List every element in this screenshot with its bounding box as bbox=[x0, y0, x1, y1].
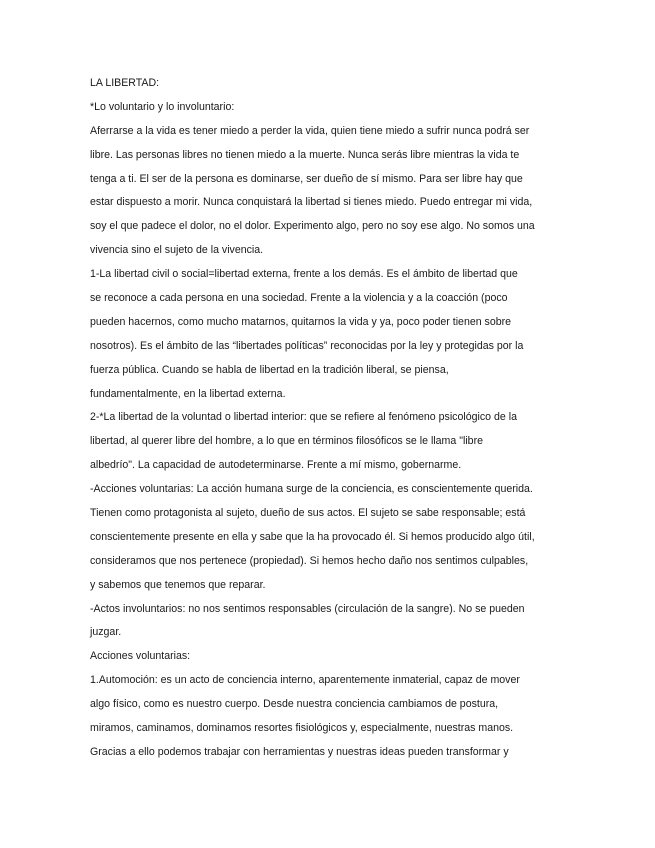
text-line: Tienen como protagonista al sujeto, dueño de sus actos. El sujeto se sabe responsable; está bbox=[90, 507, 526, 520]
text-line: pueden hacernos, como mucho matarnos, quitarnos la vida y ya, poco poder tienen sobre bbox=[90, 315, 512, 328]
text-line: tenga a ti. El ser de la persona es dominarse, ser dueño de sí mismo. Para ser libre hay que bbox=[90, 172, 523, 185]
text-line: albedrío". La capacidad de autodeterminarse. Frente a mí mismo, gobernarme. bbox=[90, 459, 462, 472]
text-line: 1-La libertad civil o social=libertad externa, frente a los demás. Es el ámbito de libertad que bbox=[90, 268, 518, 281]
text-line: 2-*La libertad de la voluntad o libertad interior: que se refiere al fenómeno psicológico de la bbox=[90, 411, 517, 424]
text-line: -Acciones voluntarias: La acción humana surge de la conciencia, es conscientemente querida. bbox=[90, 483, 533, 496]
text-line: conscientemente presente en ella y sabe que la ha provocado él. Si hemos producido algo útil, bbox=[90, 530, 535, 543]
text-line: -Actos involuntarios: no nos sentimos responsables (circulación de la sangre). No se pueden bbox=[90, 602, 525, 615]
text-line: se reconoce a cada persona en una sociedad. Frente a la violencia y a la coacción (poco bbox=[90, 292, 508, 305]
text-line: fuerza pública. Cuando se habla de libertad en la tradición liberal, se piensa, bbox=[90, 363, 449, 376]
document-title: LA LIBERTAD: bbox=[90, 77, 160, 89]
document-body bbox=[90, 72, 560, 765]
section-heading: *Lo voluntario y lo involuntario: bbox=[90, 100, 235, 113]
text-line: miramos, caminamos, dominamos resortes fisiológicos y, especialmente, nuestras manos. bbox=[90, 722, 514, 735]
text-line: libre. Las personas libres no tienen miedo a la muerte. Nunca serás libre mientras la vida te bbox=[90, 148, 520, 161]
text-line: vivencia sino el sujeto de la vivencia. bbox=[90, 244, 264, 257]
text-line: soy el que padece el dolor, no el dolor. Experimento algo, pero no soy ese algo. No somos una bbox=[90, 220, 535, 233]
text-line: juzgar. bbox=[90, 626, 122, 639]
text-line: nosotros). Es el ámbito de las “libertades políticas” reconocidas por la ley y protegidas por la bbox=[90, 339, 524, 352]
text-line: 1.Automoción: es un acto de conciencia interno, aparentemente inmaterial, capaz de mover bbox=[90, 674, 520, 687]
section-heading: Acciones voluntarias: bbox=[90, 650, 191, 663]
text-line: libertad, al querer libre del hombre, a lo que en términos filosóficos se le llama "libre bbox=[90, 435, 483, 448]
text-line: consideramos que nos pertenece (propiedad). Si hemos hecho daño nos sentimos culpables, bbox=[90, 554, 529, 567]
text-line: estar dispuesto a morir. Nunca conquistará la libertad si tienes miedo. Puedo entregar mi vida, bbox=[90, 196, 533, 209]
text-line: algo físico, como es nuestro cuerpo. Desde nuestra conciencia cambiamos de postura, bbox=[90, 698, 499, 711]
text-line: y sabemos que tenemos que reparar. bbox=[90, 578, 266, 591]
text-line: Aferrarse a la vida es tener miedo a perder la vida, quien tiene miedo a sufrir nunca podrá ser bbox=[90, 124, 530, 137]
text-line: fundamentalmente, en la libertad externa. bbox=[90, 387, 286, 400]
text-line: Gracias a ello podemos trabajar con herramientas y nuestras ideas pueden transformar y bbox=[90, 745, 509, 758]
